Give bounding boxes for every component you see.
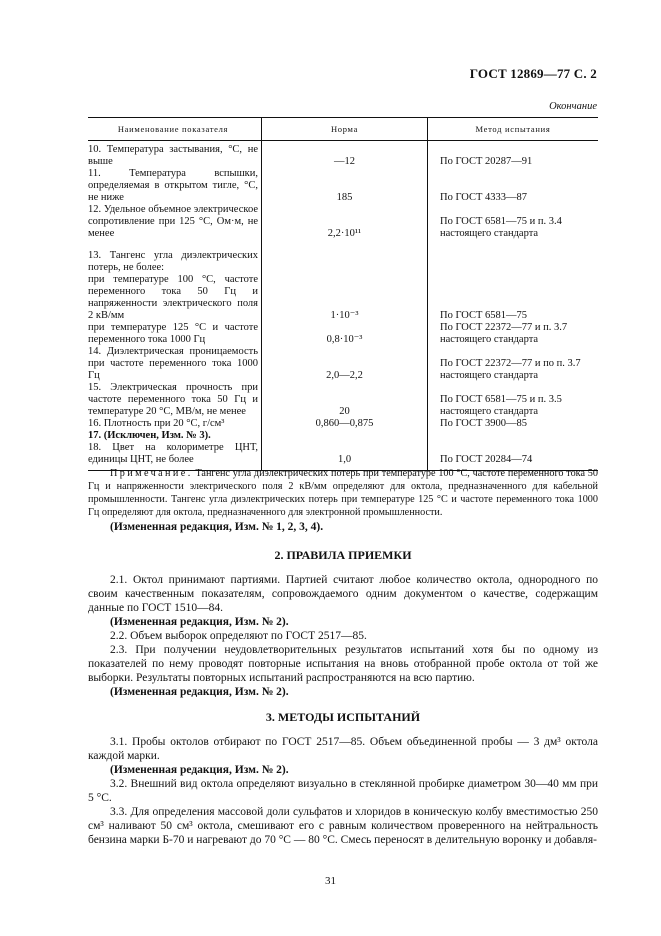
paragraph-2-3: 2.3. При получении неудовлетворительных результатов испытаний хотя бы по одному из показателей по нему проводят повторные испытания на вновь отобранной пробе октола от той же выборки. Результаты повторных испытаний распространяются на всю партию. <box>88 644 598 684</box>
table-row <box>88 240 598 274</box>
row-norm: 185 <box>262 168 428 204</box>
column-header-norm: Норма <box>262 118 428 141</box>
revision-note: (Измененная редакция, Изм. № 2). <box>110 686 289 698</box>
row-norm: 2,0—2,2 <box>262 346 428 382</box>
row-name: 12. Удельное объемное электрическое сопротивление при 125 °С, Ом·м, не менее <box>88 204 262 240</box>
row-norm: 0,8·10⁻³ <box>262 322 428 346</box>
row-name: 11. Температура вспышки, определяемая в открытом тигле, °С, не ниже <box>88 168 262 204</box>
row-norm: 0,860—0,875 <box>262 418 428 430</box>
table-row <box>88 382 598 418</box>
row-name: при температуре 100 °С, частоте переменного тока 50 Гц и напряженности электрического поля 2 кВ/мм <box>88 274 262 322</box>
paragraph-2-2: 2.2. Объем выборок определяют по ГОСТ 2517—85. <box>110 630 367 642</box>
row-name: 15. Электрическая прочность при частоте переменного тока 50 Гц и температуре 20 °С, МВ/м, не менее <box>88 382 262 418</box>
table-row <box>88 204 598 240</box>
table-row <box>88 322 598 346</box>
paragraph-3-2: 3.2. Внешний вид октола определяют визуально в стеклянной пробирке диаметром 30—40 мм при 5 °С. <box>88 778 598 804</box>
row-name: 10. Температура застывания, °С, не выше <box>88 141 262 169</box>
row-name: 13. Тангенс угла диэлектрических потерь, не более: <box>88 240 262 274</box>
table-row <box>88 346 598 382</box>
paragraph-3-3: 3.3. Для определения массовой доли сульфатов и хлоридов в коническую колбу вместимостью 250 см³ наливают 50 см³ октола, смешивают его с равным количеством проверенного на нейтральность бензина марки Б-70 и нагревают до 70 °С — 80 °С. Смесь переносят в делительную воронку и добавля- <box>88 806 598 846</box>
paragraph-2-1: 2.1. Октол принимают партиями. Партией считают любое количество октола, однородного по своим качественным показателям, сопровождаемого одним документом о качестве, содержащим данные по ГОСТ 1510—84. <box>88 574 598 614</box>
table-row <box>88 430 598 442</box>
revision-note: (Измененная редакция, Изм. № 2). <box>110 616 289 628</box>
row-norm: 2,2·10¹¹ <box>262 204 428 240</box>
row-norm: 20 <box>262 382 428 418</box>
row-norm: 1·10⁻³ <box>262 274 428 322</box>
row-norm <box>262 240 428 274</box>
row-method: По ГОСТ 6581—75 <box>440 310 528 321</box>
row-name: 18. Цвет на колориметре ЦНТ, единицы ЦНТ, не более <box>88 442 262 471</box>
row-name: 14. Диэлектрическая проницаемость при частоте переменного тока 1000 Гц <box>88 346 262 382</box>
column-header-name: Наименование показателя <box>88 118 262 141</box>
row-norm: —12 <box>262 141 428 169</box>
row-norm <box>262 430 428 442</box>
document-code: ГОСТ 12869—77 С. 2 <box>469 66 597 81</box>
table-row <box>88 274 598 322</box>
section-title: 2. ПРАВИЛА ПРИЕМКИ <box>274 548 412 562</box>
row-method: По ГОСТ 3900—85 <box>440 418 528 429</box>
row-method: По ГОСТ 20284—74 <box>428 442 599 471</box>
row-method <box>428 240 599 274</box>
row-norm: 1,0 <box>262 442 428 471</box>
note-label: Примечание. <box>110 468 193 479</box>
page-number: 31 <box>325 875 336 887</box>
row-method <box>428 430 599 442</box>
specification-table <box>88 117 598 471</box>
section-title: 3. МЕТОДЫ ИСПЫТАНИЙ <box>265 710 421 724</box>
row-method: По ГОСТ 6581—75 и п. 3.5 настоящего стандарта <box>440 394 562 417</box>
row-name: 17. (Исключен, Изм. № 3). <box>88 430 262 442</box>
row-name: при температуре 125 °С и частоте переменного тока 1000 Гц <box>88 322 262 346</box>
continuation-label: Окончание <box>549 101 597 112</box>
row-method: По ГОСТ 4333—87 <box>440 192 528 203</box>
table-row <box>88 168 598 204</box>
row-method: По ГОСТ 22372—77 и по п. 3.7 настоящего стандарта <box>440 358 581 381</box>
note-text: Тангенс угла диэлектрических потерь при температуре 100 °С, частоте переменного тока 50 Гц и напряженности электрического поля 2 кВ/мм определяют для октола, предназначенного для кабельной промышленности. Тангенс угла диэлектрических потерь при температуре 125 °С и частоте переменного тока 1000 Гц определяют для октола, предназначенного для электронной промышленности. <box>88 468 598 518</box>
revision-note: (Измененная редакция, Изм. № 1, 2, 3, 4). <box>110 521 324 533</box>
row-name: 16. Плотность при 20 °С, г/см³ <box>88 418 262 430</box>
paragraph-3-1: 3.1. Пробы октолов отбирают по ГОСТ 2517—85. Объем объединенной пробы — 3 дм³ октола каждой марки. <box>88 736 598 762</box>
row-method: По ГОСТ 6581—75 и п. 3.4 настоящего стандарта <box>440 216 562 239</box>
column-header-method: Метод испытания <box>428 118 599 141</box>
table-row <box>88 418 598 430</box>
revision-note: (Измененная редакция, Изм. № 2). <box>110 764 289 776</box>
table-row <box>88 141 598 169</box>
row-method: По ГОСТ 20287—91 <box>440 156 533 167</box>
row-method: По ГОСТ 22372—77 и п. 3.7 настоящего стандарта <box>440 322 568 345</box>
table-note <box>88 467 598 519</box>
table-header-row <box>88 118 598 141</box>
